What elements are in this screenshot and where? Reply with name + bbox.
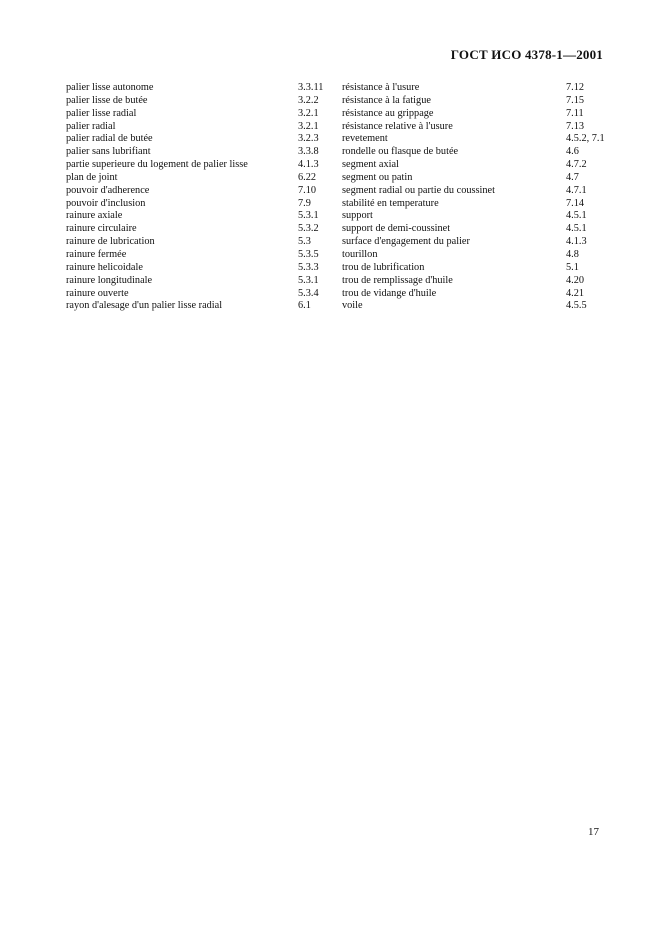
index-term: palier radial de butée [66,133,153,145]
index-entry [66,300,334,313]
index-term: résistance au grippage [342,107,434,119]
index-ref: 3.3.11 [298,82,324,93]
index-term: rainure axiale [66,210,123,222]
index-term: segment ou patin [342,171,413,183]
index-term: palier radial [66,120,116,132]
index-ref: 4.7.1 [566,184,587,196]
page-number: 17 [588,826,599,838]
index-ref: 3.2.2 [298,94,319,106]
index-ref: 4.8 [566,248,579,260]
index-ref: 4.5.2, 7.1 [566,133,605,145]
index-entry [66,262,334,275]
index-entry [66,275,334,288]
index-entry [66,159,334,172]
index-ref: 4.1.3 [566,236,587,248]
index-ref: 3.3.8 [298,146,319,158]
index-entry [66,172,334,185]
index-ref: 4.5.5 [566,300,587,312]
index-ref: 4.20 [566,274,585,286]
index-ref: 7.11 [566,107,584,119]
index-entry [342,275,604,288]
index-term: palier lisse autonome [66,82,154,93]
index-term: revetement [342,133,388,145]
index-ref: 7.13 [566,120,585,132]
index-ref: 4.5.1 [566,223,587,235]
index-term: palier lisse radial [66,107,137,119]
index-term: rainure fermée [66,248,127,260]
index-term: rayon d'alesage d'un palier lisse radial [66,300,223,312]
index-entry [66,223,334,236]
index-term: palier sans lubrifiant [66,146,151,158]
index-entry [342,133,604,146]
index-term: résistance à l'usure [342,82,420,93]
index-term: surface d'engagement du palier [342,236,470,248]
index-term: résistance relative à l'usure [342,120,453,132]
index-term: tourillon [342,248,378,260]
index-entry [66,210,334,223]
index-ref: 6.22 [298,171,317,183]
index-ref: 3.2.1 [298,107,319,119]
index-entry [342,236,604,249]
index-ref: 7.9 [298,197,311,209]
index-term: rainure longitudinale [66,274,153,286]
index-ref: 4.7.2 [566,159,587,171]
index-term: palier lisse de butée [66,94,148,106]
index-ref: 7.12 [566,82,585,93]
index-term: rainure circulaire [66,223,137,235]
index-ref: 3.2.3 [298,133,319,145]
document-header: ГОСТ ИСО 4378-1—2001 [450,47,603,62]
index-entry [66,236,334,249]
index-entry [342,262,604,275]
index-term: voile [342,300,363,312]
index-entry [66,288,334,301]
index-column-right [342,82,604,313]
index-ref: 4.6 [566,146,579,158]
index-entry [342,172,604,185]
index-term: rainure ouverte [66,287,129,299]
index-entry [66,82,334,95]
index-entry [66,133,334,146]
index-term: support [342,210,373,222]
index-term: trou de lubrification [342,261,425,273]
index-entry [342,288,604,301]
index-term: segment radial ou partie du coussinet [342,184,495,196]
index-entry [66,108,334,121]
index-entry [342,198,604,211]
index-entry [342,121,604,134]
index-entry [66,95,334,108]
index-entry [342,185,604,198]
index-term: rainure de lubrication [66,236,155,248]
index-ref: 5.3.4 [298,287,319,299]
index-ref: 4.5.1 [566,210,587,222]
index-entry [342,210,604,223]
index-ref: 4.7 [566,171,579,183]
index-ref: 5.3.3 [298,261,319,273]
index-term: plan de joint [66,171,118,183]
index-ref: 7.10 [298,184,317,196]
index-term: pouvoir d'inclusion [66,197,146,209]
index-term: rondelle ou flasque de butée [342,146,459,158]
index-term: partie superieure du logement de palier lisse [66,159,248,171]
index-ref: 5.3.1 [298,210,319,222]
index-entry [342,159,604,172]
index-ref: 5.3 [298,236,311,248]
index-term: résistance à la fatigue [342,94,431,106]
index-term: trou de vidange d'huile [342,287,437,299]
index-entry [66,249,334,262]
index-ref: 7.15 [566,94,585,106]
index-entry [66,198,334,211]
index-ref: 5.3.2 [298,223,319,235]
index-ref: 7.14 [566,197,585,209]
index-ref: 5.3.1 [298,274,319,286]
index-entry [342,300,604,313]
index-term: segment axial [342,159,399,171]
index-ref: 5.3.5 [298,248,319,260]
index-entry [66,146,334,159]
index-entry [342,223,604,236]
index-ref: 4.1.3 [298,159,319,171]
index-term: trou de remplissage d'huile [342,274,453,286]
index-ref: 4.21 [566,287,585,299]
index-entry [342,108,604,121]
index-ref: 6.1 [298,300,311,312]
index-entry [342,146,604,159]
index-entry [66,121,334,134]
index-entry [342,95,604,108]
index-entry [66,185,334,198]
index-entry [342,82,604,95]
index-column-left [66,82,334,313]
index-term: support de demi-coussinet [342,223,451,235]
index-term: rainure helicoidale [66,261,143,273]
index-entry [342,249,604,262]
index-ref: 3.2.1 [298,120,319,132]
index-ref: 5.1 [566,261,579,273]
index-term: stabilité en temperature [342,197,439,209]
index-term: pouvoir d'adherence [66,184,150,196]
